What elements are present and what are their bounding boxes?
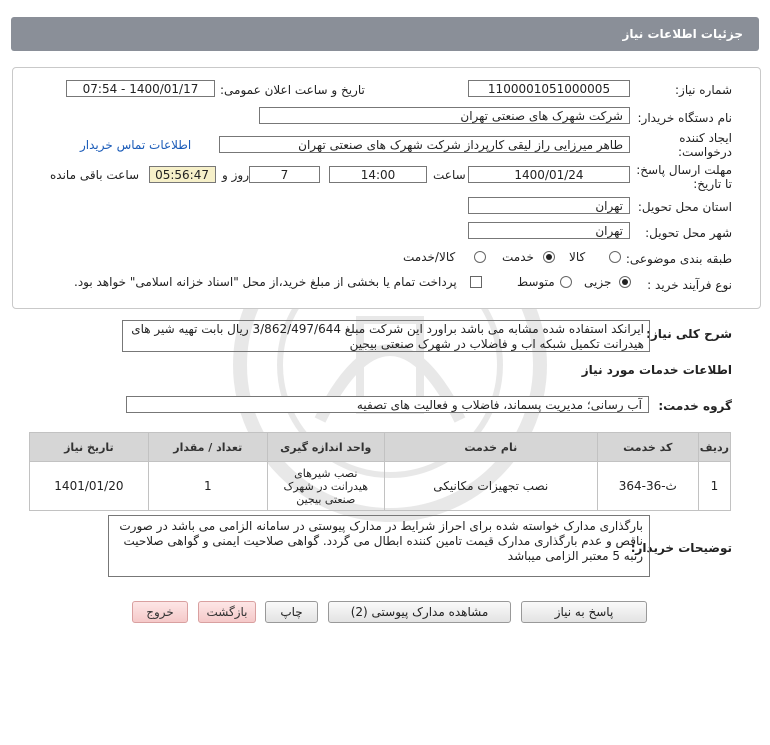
buyer-notes-label: توضیحات خریدار: bbox=[630, 541, 732, 555]
purchase-radio-minor[interactable] bbox=[619, 276, 631, 288]
buyer-org-field: شرکت شهرک های صنعتی تهران bbox=[259, 107, 630, 124]
purchase-option-minor: جزیی bbox=[584, 275, 612, 289]
province-field: تهران bbox=[468, 197, 630, 214]
cell-service-code: ث-36-364 bbox=[597, 462, 698, 511]
buyer-notes-text: بارگذاری مدارک خواسته شده برای احراز شرایط در مدارک پیوستی در سامانه الزامی می باشد در صورت ناقص و عدم بارگذاری مدارک قیمت تامین کننده ابطال می گردد. گواهی صلاحیت ایمنی و گواهی صلاحیت رتبه 5 معتبر الزامی میباشد bbox=[108, 515, 650, 577]
category-option-service: خدمت bbox=[502, 250, 534, 264]
summary-label: شرح کلی نیاز: bbox=[646, 327, 732, 341]
purchase-radio-medium[interactable] bbox=[560, 276, 572, 288]
city-label: شهر محل تحویل: bbox=[645, 226, 732, 240]
cell-unit: نصب شیرهای هیدرانت در شهرک صنعتی بیجین bbox=[267, 462, 384, 511]
page-title: جزئیات اطلاعات نیاز bbox=[622, 27, 743, 41]
col-service-code: کد خدمت bbox=[597, 433, 698, 462]
remaining-time-field: 05:56:47 bbox=[149, 166, 216, 183]
category-option-goods-service: کالا/خدمت bbox=[403, 250, 456, 264]
services-section-title: اطلاعات خدمات مورد نیاز bbox=[581, 363, 732, 377]
cell-service-name: نصب تجهیزات مکانیکی bbox=[384, 462, 597, 511]
category-radio-service[interactable] bbox=[543, 251, 555, 263]
requester-field: طاهر میرزایی راز لیقی کارپرداز شرکت شهرک های صنعتی تهران bbox=[219, 136, 630, 153]
col-service-name: نام خدمت bbox=[384, 433, 597, 462]
deadline-time-field: 14:00 bbox=[329, 166, 427, 183]
purchase-type-label: نوع فرآیند خرید : bbox=[647, 278, 732, 292]
summary-text: ایرانکد استفاده شده مشابه می باشد براورد این شرکت مبلغ 3/862/497/644 ریال بابت تهیه شیر های هیدرانت تکمیل شبکه اب و فاضلاب در شهرک صنعتی بیجین bbox=[122, 320, 650, 352]
treasury-payment-note: پرداخت تمام یا بخشی از مبلغ خرید،از محل "اسناد خزانه اسلامی" خواهد بود. bbox=[74, 275, 457, 289]
col-unit: واحد اندازه گیری bbox=[267, 433, 384, 462]
reply-button[interactable]: پاسخ به نیاز bbox=[521, 601, 647, 623]
announce-label: تاریخ و ساعت اعلان عمومی: bbox=[220, 83, 365, 97]
buyer-contact-link[interactable]: اطلاعات تماس خریدار bbox=[80, 138, 192, 152]
view-attachments-button[interactable]: مشاهده مدارک پیوستی (2) bbox=[328, 601, 511, 623]
purchase-option-medium: متوسط bbox=[517, 275, 555, 289]
col-need-date: تاریخ نیاز bbox=[30, 433, 149, 462]
table-header-row bbox=[30, 433, 731, 462]
deadline-time-label: ساعت bbox=[433, 168, 466, 182]
category-radio-goods[interactable] bbox=[609, 251, 621, 263]
days-label: روز و bbox=[222, 168, 249, 182]
buyer-org-label: نام دستگاه خریدار: bbox=[637, 111, 732, 125]
requester-label: ایجاد کننده درخواست: bbox=[678, 131, 732, 159]
category-label: طبقه بندی موضوعی: bbox=[625, 252, 732, 266]
service-group-field: آب رسانی؛ مدیریت پسماند، فاضلاب و فعالیت های تصفیه bbox=[126, 396, 649, 413]
deadline-label: مهلت ارسال پاسخ: تا تاریخ: bbox=[636, 163, 732, 191]
col-row-number: ردیف bbox=[698, 433, 730, 462]
need-number-field: 1100001051000005 bbox=[468, 80, 630, 97]
table-row bbox=[30, 462, 731, 511]
page-header bbox=[11, 17, 759, 51]
print-button[interactable]: چاپ bbox=[265, 601, 318, 623]
cell-row-number: 1 bbox=[698, 462, 730, 511]
need-number-label: شماره نیاز: bbox=[675, 83, 732, 97]
treasury-payment-checkbox[interactable] bbox=[470, 276, 482, 288]
remaining-label: ساعت باقی مانده bbox=[50, 168, 140, 182]
cell-need-date: 1401/01/20 bbox=[30, 462, 149, 511]
cell-quantity: 1 bbox=[148, 462, 267, 511]
service-group-label: گروه خدمت: bbox=[658, 399, 732, 413]
services-table bbox=[29, 432, 731, 511]
back-button[interactable]: بازگشت bbox=[198, 601, 256, 623]
city-field: تهران bbox=[468, 222, 630, 239]
province-label: استان محل تحویل: bbox=[637, 200, 732, 214]
col-quantity: تعداد / مقدار bbox=[148, 433, 267, 462]
exit-button[interactable]: خروج bbox=[132, 601, 188, 623]
days-field: 7 bbox=[249, 166, 320, 183]
category-option-goods: کالا bbox=[569, 250, 586, 264]
category-radio-goods-service[interactable] bbox=[474, 251, 486, 263]
deadline-date-field: 1400/01/24 bbox=[468, 166, 630, 183]
announce-field: 1400/01/17 - 07:54 bbox=[66, 80, 215, 97]
